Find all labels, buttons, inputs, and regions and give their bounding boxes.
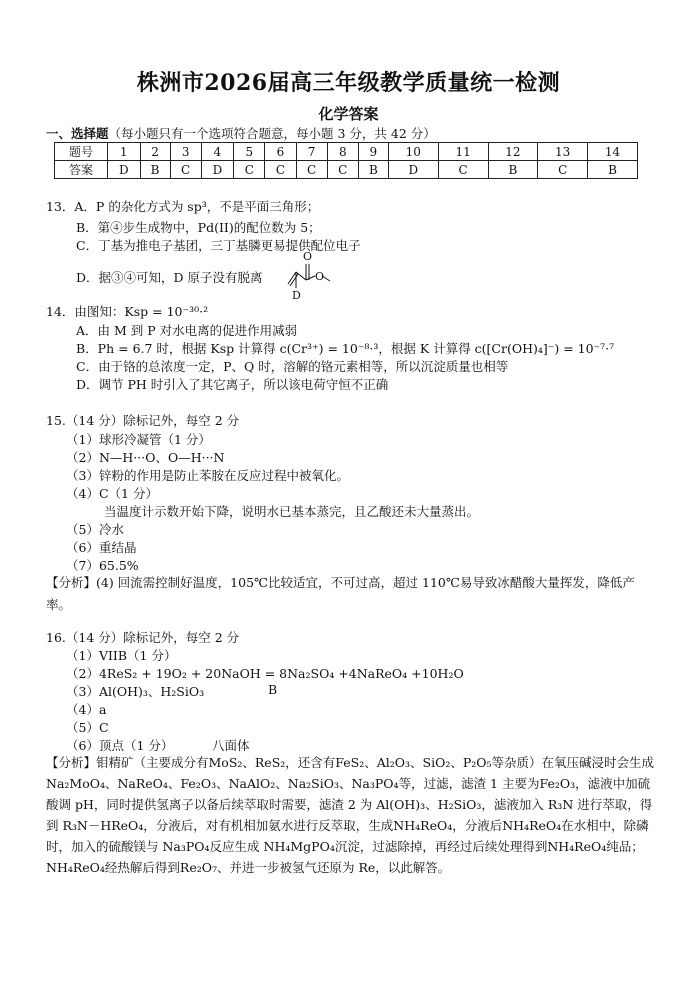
q16-item: （4）a xyxy=(66,702,107,717)
molecule-structure xyxy=(282,250,342,302)
q15-item: （6）重结晶 xyxy=(66,540,137,555)
q13-option-d: D．据③④可知，D 原子没有脱离 xyxy=(76,270,263,285)
answer-cell: D xyxy=(108,161,141,179)
q16-analysis: 【分析】钼精矿（主要成分有MoS₂、ReS₂，还含有FeS₂、Al₂O₃、SiO₂、P₂O₅等杂质）在氧压碱浸时会生成Na₂MoO₄、NaReO₄、Fe₂O₃、NaAlO₂、Na₂SiO₃、Na₃PO₄等，过滤，滤渣 1 主要为Fe₂O₃，滤液中加硫酸调 pH，同时提供氢离子以备后续萃取时需要，滤渣 2 为 Al(OH)₃、H₂SiO₃，滤液加入 R₃N 进行萃取，得到 R₃N－HReO₄，分液后，对有机相加氨水进行反萃取，生成NH₄ReO₄，分液后NH₄ReO₄在水相中，除磷时，加入的硫酸镁与 Na₃PO₄反应生成 NH₄MgPO₄沉淀，过滤除掉，再经过后续处理得到NH₄ReO₄纯品；NH₄ReO₄经热解后得到Re₂O₇、并进一步被氢气还原为 Re，以此解答。 xyxy=(46,755,655,875)
question-number: 8 xyxy=(327,143,358,161)
question-number: 11 xyxy=(438,143,488,161)
q15-item: （3）锌粉的作用是防止苯胺在反应过程中被氧化。 xyxy=(66,468,349,483)
section-heading xyxy=(46,124,436,142)
q16-item: B xyxy=(268,682,278,697)
q16-item: （6）顶点（1 分） xyxy=(66,738,174,753)
question-number: 13 xyxy=(538,143,588,161)
q16-item: （1）VIIB（1 分） xyxy=(66,648,177,663)
question-number: 14 xyxy=(588,143,638,161)
q15-intro: 15.（14 分）除标记外，每空 2 分 xyxy=(46,413,240,428)
answer-cell: C xyxy=(438,161,488,179)
table-row-label: 题号 xyxy=(55,143,108,161)
answer-cell: C xyxy=(170,161,201,179)
answer-cell: D xyxy=(388,161,438,179)
answer-cell: C xyxy=(327,161,358,179)
answer-cell: B xyxy=(140,161,170,179)
answer-cell: C xyxy=(296,161,327,179)
answer-cell: C xyxy=(538,161,588,179)
q16-item: （2）4ReS₂ + 19O₂ + 20NaOH = 8Na₂SO₄ +4NaReO₄ +10H₂O xyxy=(66,666,464,681)
section-heading-label: 一、选择题 xyxy=(46,126,109,141)
question-number: 5 xyxy=(234,143,265,161)
table-row xyxy=(55,143,638,161)
answer-cell: D xyxy=(201,161,234,179)
q15-item: （2）N—H···O、O—H···N xyxy=(66,450,225,465)
q16-item: 八面体 xyxy=(212,738,250,753)
answer-cell: B xyxy=(488,161,538,179)
molecule-oxygen-label: O xyxy=(315,270,325,283)
q16-item: （5）C xyxy=(66,720,109,735)
molecule-oxygen-label: O xyxy=(303,250,313,263)
q13-option-c: C．丁基为推电子基团，三丁基膦更易提供配位电子 xyxy=(76,238,361,253)
q16-item: （3）Al(OH)₃、H₂SiO₃ xyxy=(66,684,205,699)
q14-option-d: D．调节 PH 时引入了其它离子，所以该电荷守恒不正确 xyxy=(76,377,389,392)
q16-intro: 16.（14 分）除标记外，每空 2 分 xyxy=(46,630,240,645)
question-number: 4 xyxy=(201,143,234,161)
table-row-label: 答案 xyxy=(55,161,108,179)
answer-cell: C xyxy=(265,161,296,179)
question-number: 7 xyxy=(296,143,327,161)
question-number: 3 xyxy=(170,143,201,161)
q15-item: （5）冷水 xyxy=(66,522,124,537)
q14-option-a: A．由 M 到 P 对水电离的促进作用减弱 xyxy=(76,323,298,338)
molecule-deuterium-label: D xyxy=(292,289,301,302)
answer-table xyxy=(54,142,638,179)
q15-analysis: 【分析】(4) 回流需控制好温度，105℃比较适宜，不可过高，超过 110℃易导致冰醋酸大量挥发，降低产率。 xyxy=(46,575,635,612)
page-title: 株洲市2026届高三年级教学质量统一检测 xyxy=(136,70,561,96)
q14-option-b: B．Ph = 6.7 时，根据 Ksp 计算得 c(Cr³⁺) = 10⁻⁸·³，根据 K 计算得 c([Cr(OH)₄]⁻) = 10⁻⁷·⁷ xyxy=(76,341,615,356)
q15-item: （4）C（1 分） xyxy=(66,486,158,501)
q15-item: 当温度计示数开始下降，说明水已基本蒸完，且乙酸还未大量蒸出。 xyxy=(104,504,480,519)
question-number: 9 xyxy=(358,143,388,161)
answer-cell: C xyxy=(234,161,265,179)
answer-cell: B xyxy=(588,161,638,179)
page-subtitle: 化学答案 xyxy=(318,105,379,123)
q13-option-b: B．第④步生成物中，Pd(II)的配位数为 5； xyxy=(76,220,321,235)
q14-option-c: C．由于铬的总浓度一定，P、Q 时，溶解的铬元素相等，所以沉淀质量也相等 xyxy=(76,359,509,374)
q15-item: （1）球形冷凝管（1 分） xyxy=(66,432,211,447)
question-number: 12 xyxy=(488,143,538,161)
question-number: 1 xyxy=(108,143,141,161)
q13-option-a: 13．A．P 的杂化方式为 sp³，不是平面三角形； xyxy=(46,199,320,214)
table-row xyxy=(55,161,638,179)
answer-cell: B xyxy=(358,161,388,179)
question-number: 10 xyxy=(388,143,438,161)
q15-item: （7）65.5% xyxy=(66,558,139,573)
question-number: 6 xyxy=(265,143,296,161)
q14-intro: 14．由图知：Ksp = 10⁻³⁰·² xyxy=(46,304,209,319)
section-heading-note: （每小题只有一个选项符合题意，每小题 3 分，共 42 分） xyxy=(108,126,436,141)
question-number: 2 xyxy=(140,143,170,161)
